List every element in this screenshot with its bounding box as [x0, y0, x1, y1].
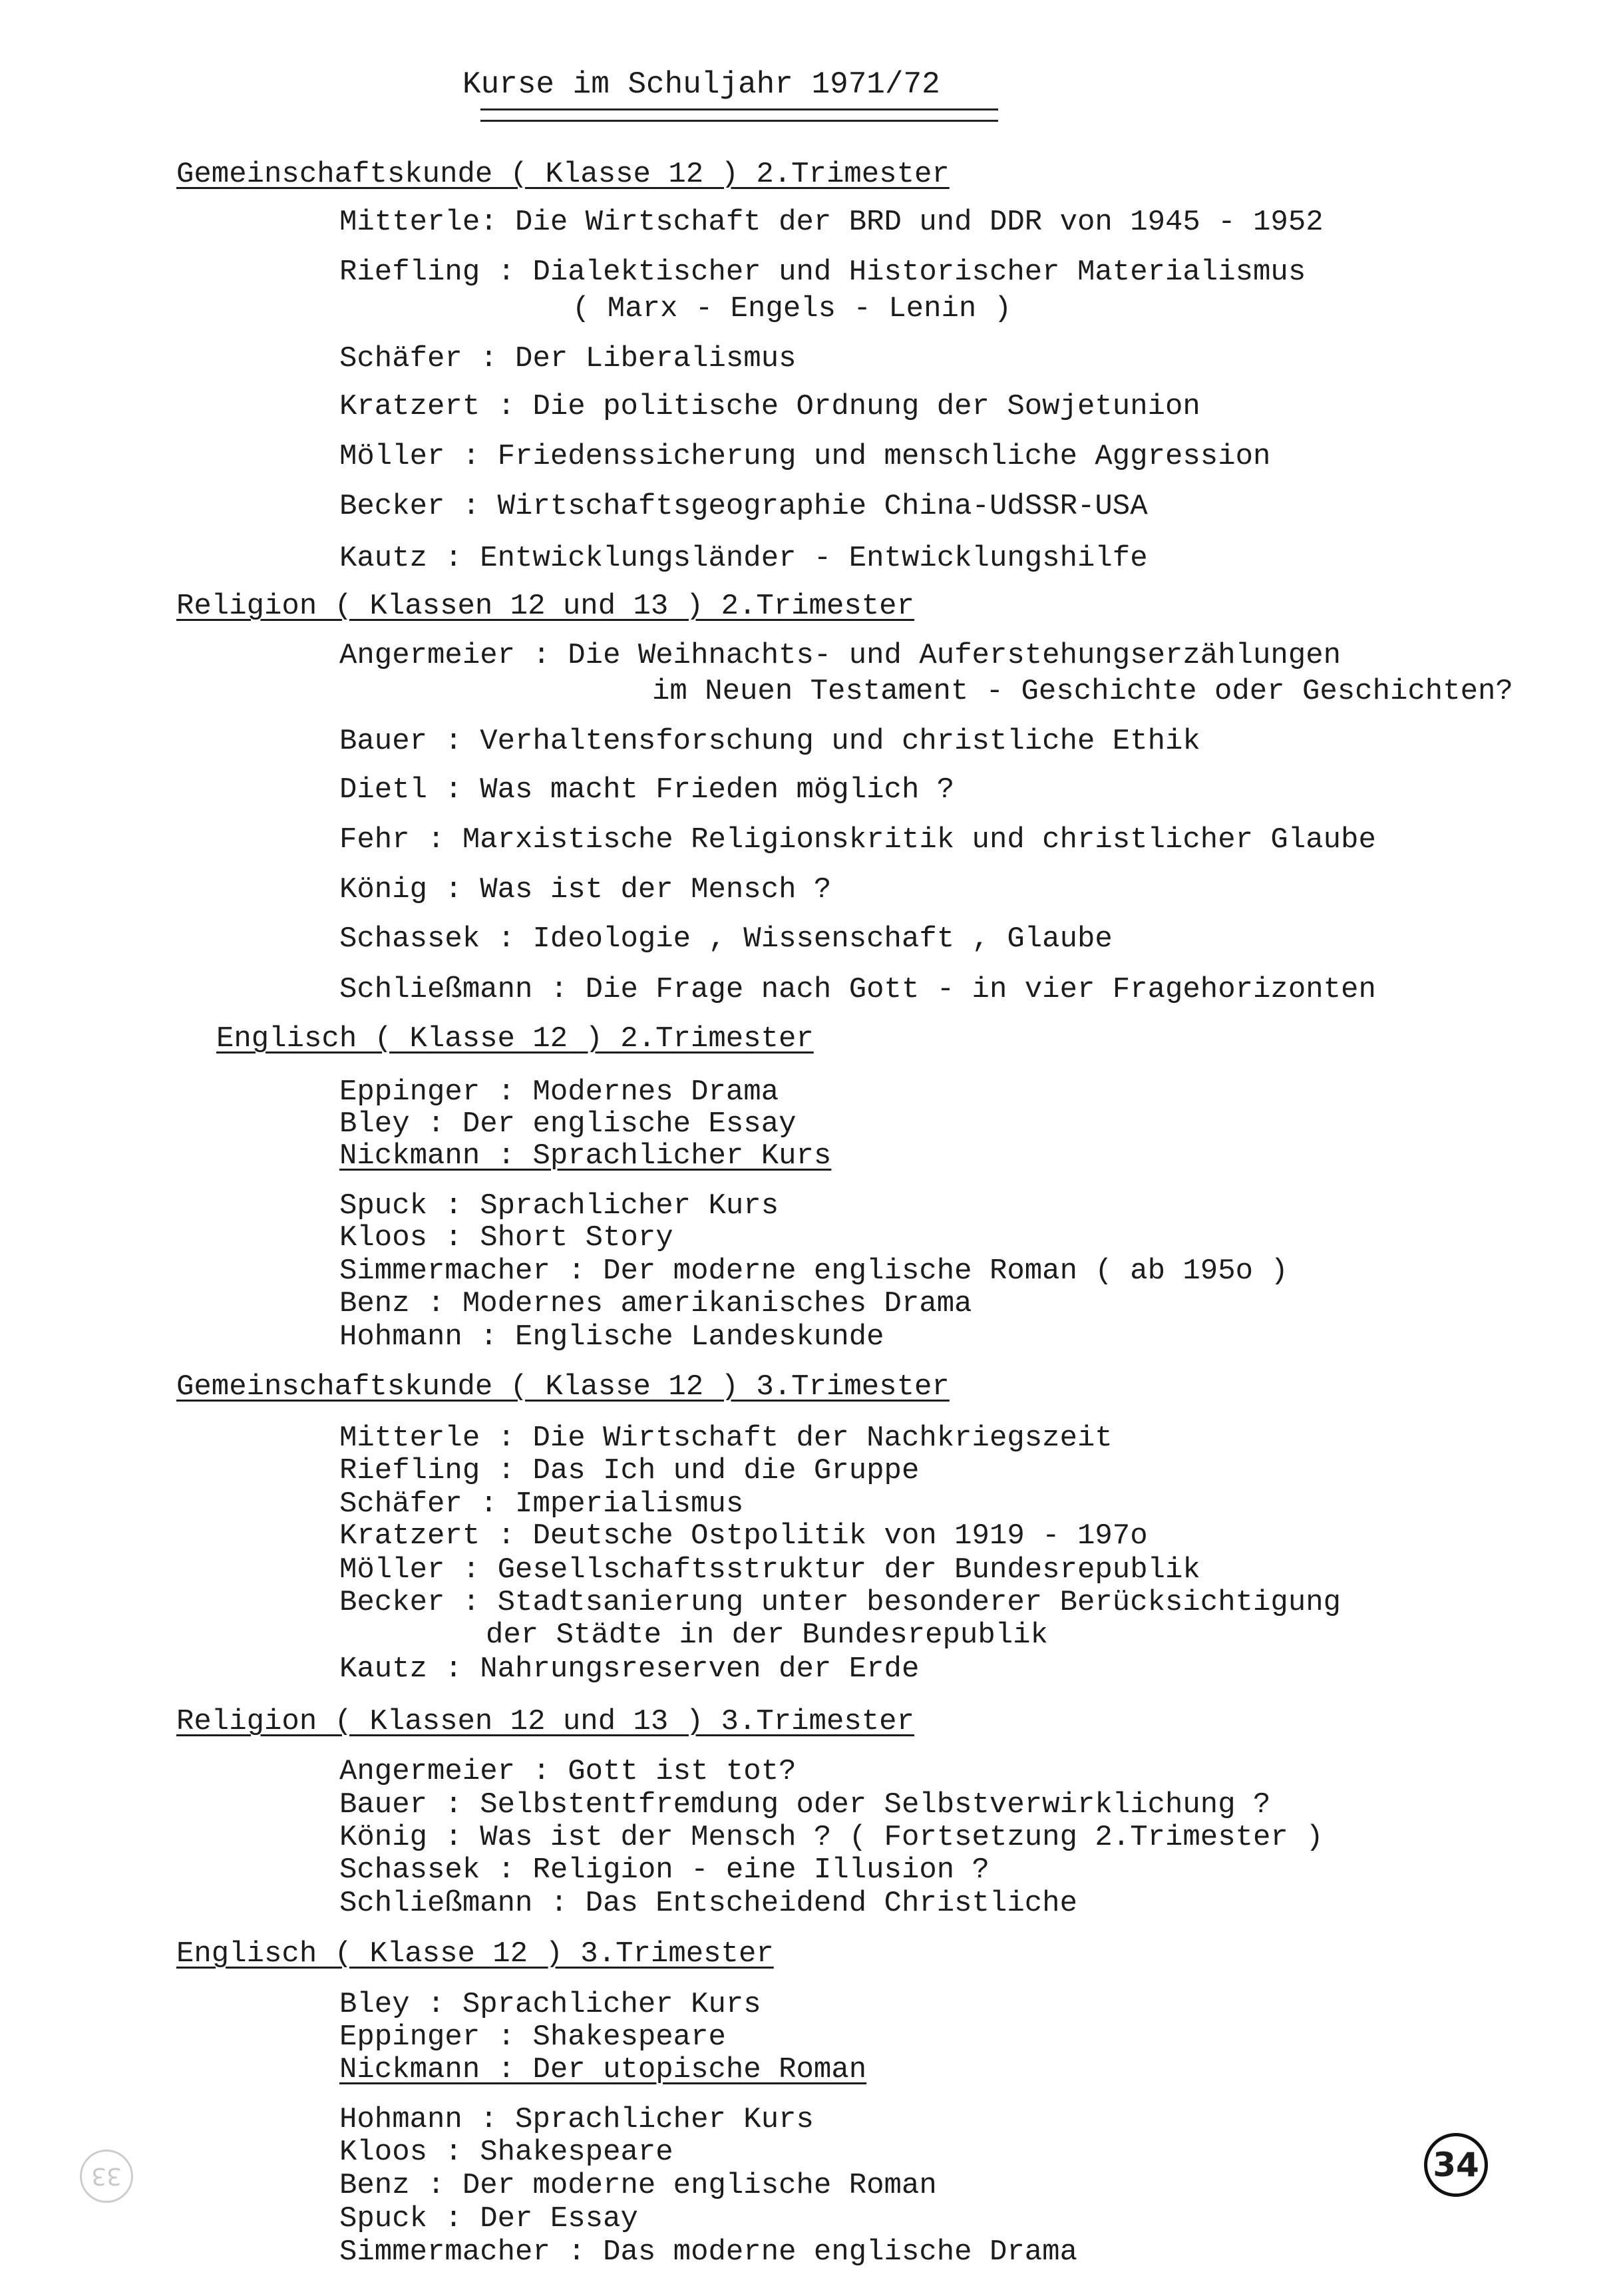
course-line: Nickmann : Sprachlicher Kurs — [339, 1139, 832, 1173]
course-line: Hohmann : Sprachlicher Kurs — [339, 2103, 814, 2136]
course-line: Kloos : Shakespeare — [339, 2136, 673, 2169]
course-line: im Neuen Testament - Geschichte oder Geschichten? — [652, 675, 1513, 708]
course-line: ( Marx - Engels - Lenin ) — [572, 292, 1012, 325]
course-line: Spuck : Der Essay — [339, 2202, 638, 2235]
course-line: Becker : Wirtschaftsgeographie China-UdSSR-USA — [339, 490, 1148, 523]
course-line: Schäfer : Der Liberalismus — [339, 342, 797, 375]
course-line: Schassek : Religion - eine Illusion ? — [339, 1853, 989, 1887]
course-line: Spuck : Sprachlicher Kurs — [339, 1189, 779, 1223]
course-line: Becker : Stadtsanierung unter besonderer Berücksichtigung — [339, 1586, 1342, 1619]
course-line: Hohmann : Englische Landeskunde — [339, 1320, 884, 1354]
course-line: Möller : Friedenssicherung und menschliche Aggression — [339, 440, 1271, 473]
course-line: Schassek : Ideologie , Wissenschaft , Glaube — [339, 922, 1113, 956]
course-line: Simmermacher : Das moderne englische Drama — [339, 2235, 1077, 2269]
page-title: Kurse im Schuljahr 1971/72 — [462, 67, 940, 102]
course-line: Benz : Modernes amerikanisches Drama — [339, 1287, 972, 1320]
course-line: Schließmann : Das Entscheidend Christliche — [339, 1887, 1077, 1920]
course-line: Angermeier : Gott ist tot? — [339, 1755, 797, 1788]
section-heading: Religion ( Klassen 12 und 13 ) 2.Trimester — [176, 590, 914, 623]
section-heading: Religion ( Klassen 12 und 13 ) 3.Trimester — [176, 1705, 914, 1738]
course-line: Möller : Gesellschaftsstruktur der Bundesrepublik — [339, 1553, 1200, 1587]
title-double-rule — [480, 108, 998, 122]
course-line: Schließmann : Die Frage nach Gott - in vier Fragehorizonten — [339, 973, 1376, 1006]
page-number: 34 — [1424, 2133, 1488, 2197]
course-line: Eppinger : Modernes Drama — [339, 1075, 779, 1109]
course-line: Schäfer : Imperialismus — [339, 1487, 744, 1521]
section-heading: Gemeinschaftskunde ( Klasse 12 ) 3.Trimester — [176, 1370, 950, 1404]
course-line: der Städte in der Bundesrepublik — [486, 1619, 1048, 1652]
course-line: König : Was ist der Mensch ? — [339, 873, 832, 906]
course-line: Bauer : Verhaltensforschung und christliche Ethik — [339, 725, 1200, 758]
course-line: Bauer : Selbstentfremdung oder Selbstverwirklichung ? — [339, 1788, 1271, 1821]
course-line: Kautz : Entwicklungsländer - Entwicklungshilfe — [339, 542, 1148, 575]
course-line: Mitterle : Die Wirtschaft der Nachkriegszeit — [339, 1422, 1113, 1455]
course-line: König : Was ist der Mensch ? ( Fortsetzung 2.Trimester ) — [339, 1821, 1324, 1854]
course-line: Fehr : Marxistische Religionskritik und christlicher Glaube — [339, 823, 1376, 857]
course-line: Eppinger : Shakespeare — [339, 2020, 726, 2054]
course-line: Benz : Der moderne englische Roman — [339, 2169, 937, 2202]
section-heading: Englisch ( Klasse 12 ) 2.Trimester — [216, 1022, 814, 1055]
course-line: Angermeier : Die Weihnachts- und Auferstehungserzählungen — [339, 639, 1342, 672]
course-line: Riefling : Das Ich und die Gruppe — [339, 1454, 920, 1487]
faint-page-stamp: 33 — [80, 2150, 133, 2203]
section-heading: Englisch ( Klasse 12 ) 3.Trimester — [176, 1937, 774, 1971]
course-line: Bley : Sprachlicher Kurs — [339, 1988, 761, 2021]
course-line: Simmermacher : Der moderne englische Roman ( ab 195o ) — [339, 1254, 1288, 1288]
course-line: Nickmann : Der utopische Roman — [339, 2053, 867, 2086]
section-heading: Gemeinschaftskunde ( Klasse 12 ) 2.Trimester — [176, 158, 950, 191]
course-line: Mitterle: Die Wirtschaft der BRD und DDR von 1945 - 1952 — [339, 206, 1324, 239]
course-line: Bley : Der englische Essay — [339, 1107, 797, 1141]
course-line: Dietl : Was macht Frieden möglich ? — [339, 773, 955, 807]
course-line: Kratzert : Die politische Ordnung der Sowjetunion — [339, 390, 1200, 423]
course-line: Kratzert : Deutsche Ostpolitik von 1919 - 197o — [339, 1519, 1148, 1553]
course-line: Kautz : Nahrungsreserven der Erde — [339, 1652, 920, 1686]
course-line: Kloos : Short Story — [339, 1221, 673, 1254]
course-line: Riefling : Dialektischer und Historischer Materialismus — [339, 256, 1306, 289]
